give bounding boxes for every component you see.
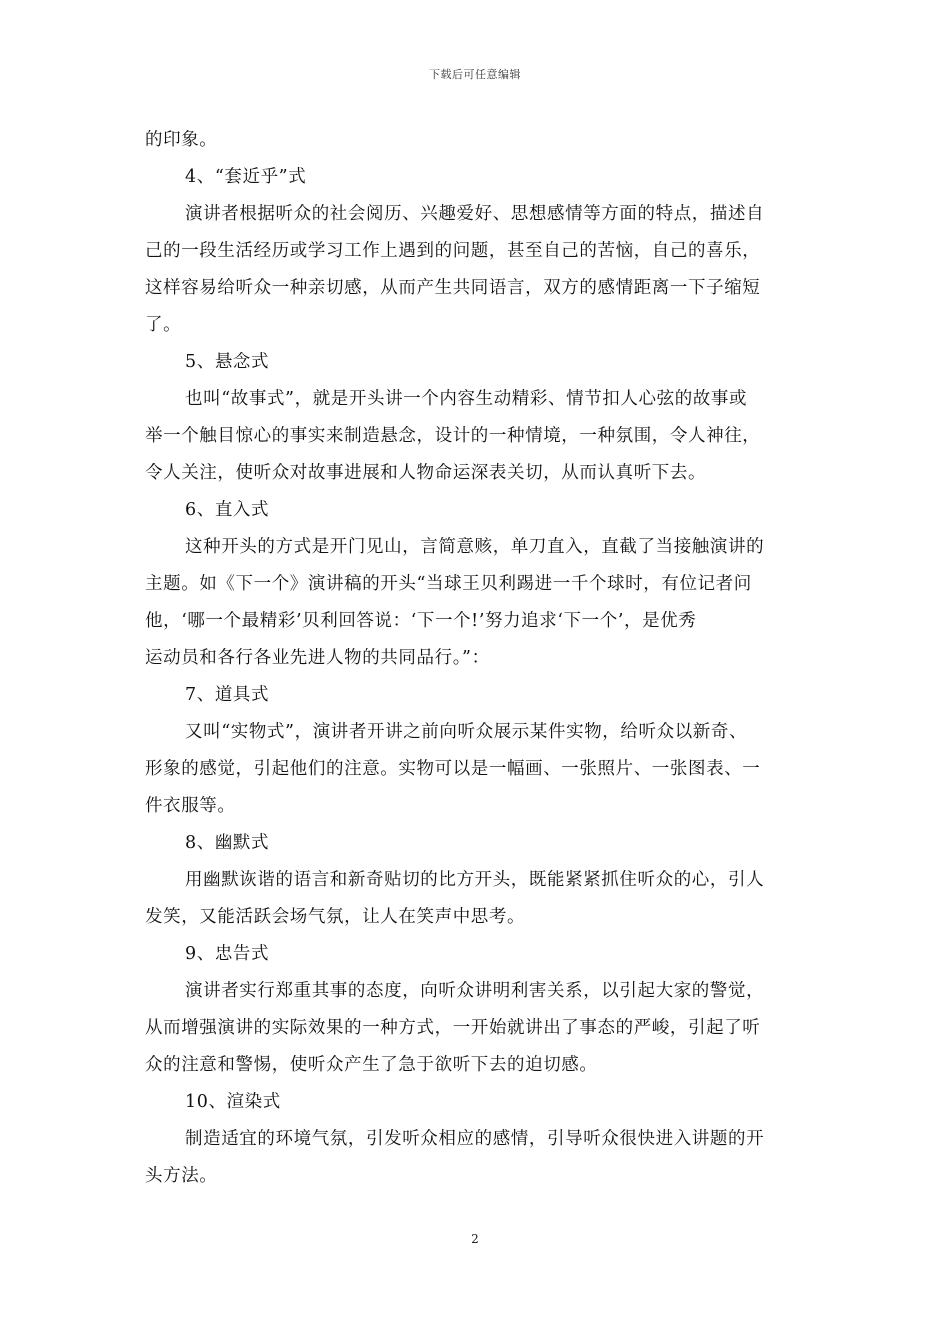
text-line: 从而增强演讲的实际效果的一种方式，一开始就讲出了事态的严峻，引起了听 [145,1018,761,1038]
text-line: 演讲者实行郑重其事的态度，向听众讲明利害关系，以引起大家的警觉， [185,981,765,1001]
text-line: 5、悬念式 [185,352,270,372]
text-line: 4、“套近乎”式 [185,167,307,187]
text-line: 了。 [145,315,182,335]
text-line: 令人关注，使听众对故事进展和人物命运深表关切，从而认真听下去。 [145,463,707,483]
document-body [145,122,810,1195]
text-line: 9、忠告式 [185,944,270,964]
page-number: 2 [471,1232,479,1246]
text-line: 头方法。 [145,1166,218,1186]
text-line: 又叫“实物式”，演讲者开讲之前向听众展示某件实物，给听众以新奇、 [185,722,748,742]
text-line: 这样容易给听众一种亲切感，从而产生共同语言，双方的感情距离一下子缩短 [145,278,761,298]
text-line: 件衣服等。 [145,796,236,816]
text-line: 的印象。 [145,130,218,150]
text-line: 发笑，又能活跃会场气氛，让人在笑声中思考。 [145,907,526,927]
text-line: 主题。如《下一个》演讲稿的开头“当球王贝利踢进一千个球时，有位记者问 [145,574,752,594]
text-line: 6、直入式 [185,500,270,520]
text-line: 己的一段生活经历或学习工作上遇到的问题，甚至自己的苦恼，自己的喜乐， [145,241,761,261]
text-line: 形象的感觉，引起他们的注意。实物可以是一幅画、一张照片、一张图表、一 [145,759,761,779]
text-line: 10、渲染式 [185,1092,281,1112]
text-line: 他，‘哪一个最精彩’贝利回答说：‘下一个!’努力追求‘下一个’，是优秀 [145,611,697,631]
text-line: 也叫“故事式”，就是开头讲一个内容生动精彩、情节扣人心弦的故事或 [185,389,748,409]
page-header: 下载后可任意编辑 [429,68,521,81]
text-line: 运动员和各行各业先进人物的共同品行。”： [145,648,490,668]
text-line: 演讲者根据听众的社会阅历、兴趣爱好、思想感情等方面的特点，描述自 [185,204,765,224]
text-line: 众的注意和警惕，使听众产生了急于欲听下去的迫切感。 [145,1055,598,1075]
text-line: 举一个触目惊心的事实来制造悬念，设计的一种情境，一种氛围，令人神往， [145,426,761,446]
text-line: 8、幽默式 [185,833,270,853]
text-line: 这种开头的方式是开门见山，言简意赅，单刀直入，直截了当接触演讲的 [185,537,765,557]
text-line: 制造适宜的环境气氛，引发听众相应的感情，引导听众很快进入讲题的开 [185,1129,765,1149]
text-line: 7、道具式 [185,685,270,705]
text-line: 用幽默诙谐的语言和新奇贴切的比方开头，既能紧紧抓住听众的心，引人 [185,870,765,890]
